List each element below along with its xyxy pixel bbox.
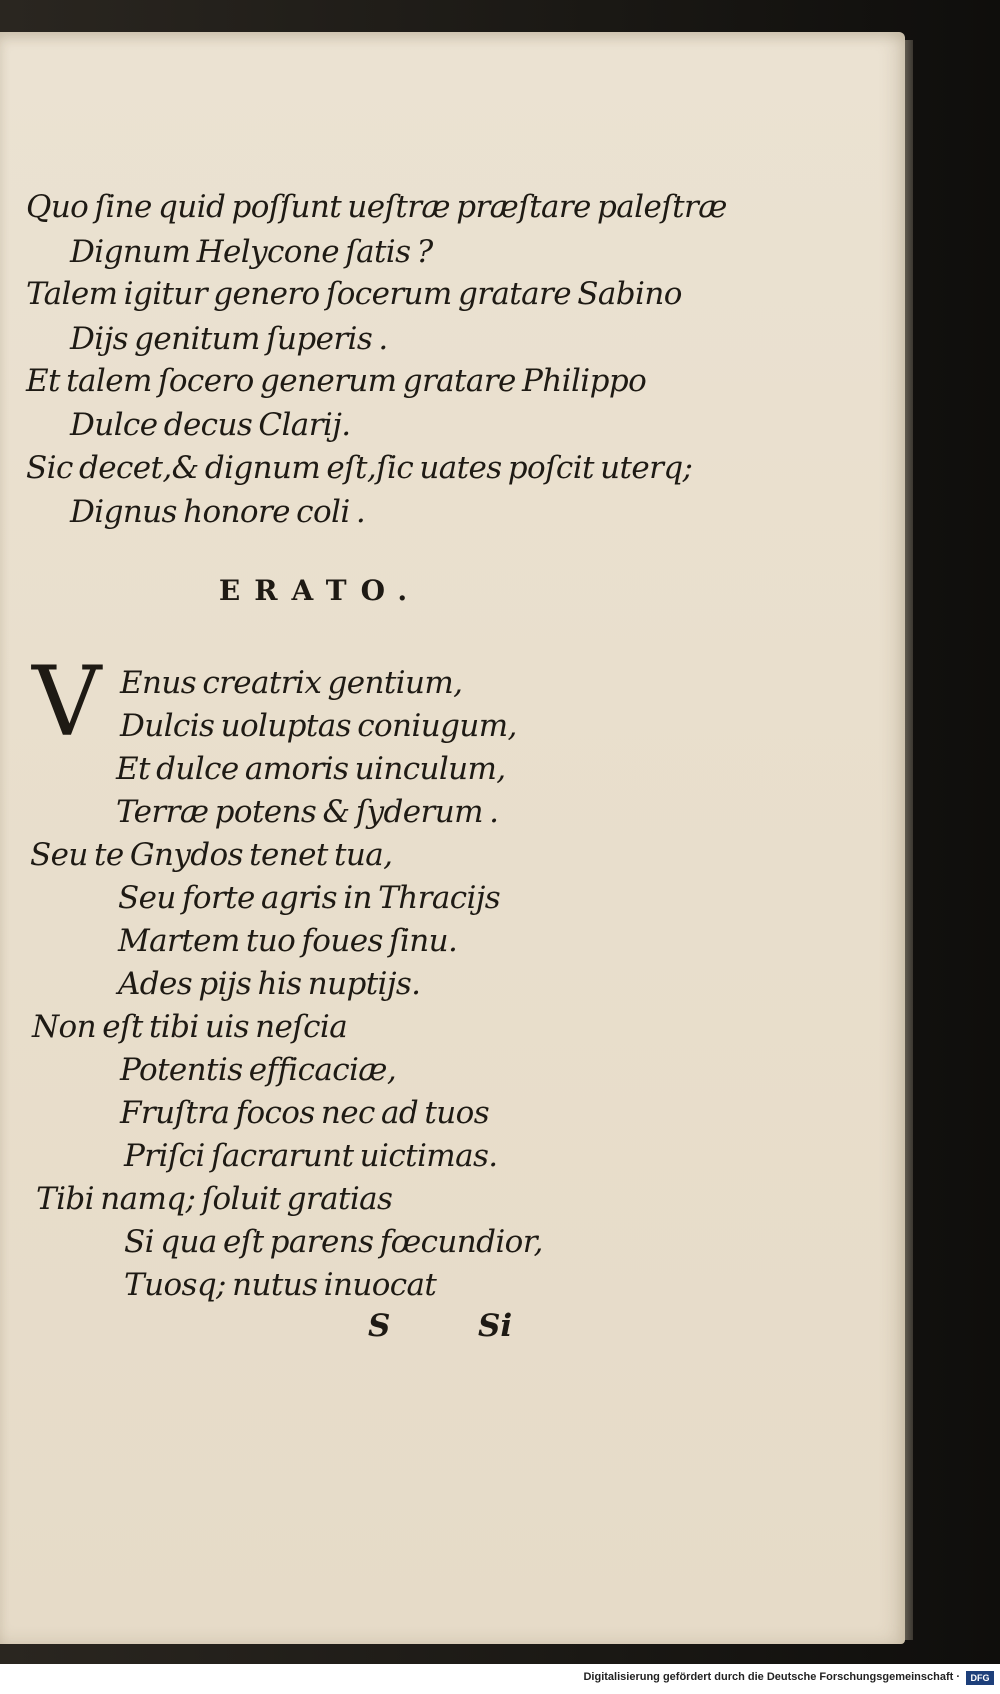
verse-line: Dijs genitum ſuperis . [70, 321, 388, 357]
poem-line: Potentis efficaciæ, [120, 1052, 397, 1088]
funding-credit: Digitalisierung gefördert durch die Deutsche Forschungsgemeinschaft · [583, 1671, 960, 1683]
dfg-logo: DFG [966, 1671, 994, 1685]
catchword: Si [478, 1308, 513, 1344]
verse-line: Dignum Helycone ſatis ? [70, 234, 433, 270]
poem-line: Priſci ſacrarunt uictimas. [124, 1138, 498, 1174]
section-heading: ERATO. [218, 574, 422, 607]
poem-line: Terræ potens & ſyderum . [116, 794, 499, 830]
poem-line: Ades pijs his nuptijs. [118, 966, 421, 1002]
page-edge [905, 40, 913, 1640]
verse-line: Dignus honore coli . [70, 494, 366, 530]
verse-line: Quo ſine quid poſſunt ueſtræ præſtare paleſtræ [26, 189, 727, 225]
verse-line: Sic decet,& dignum eſt,ſic uates poſcit uterq; [26, 450, 693, 486]
poem-line: Martem tuo foues ſinu. [118, 923, 458, 959]
poem-line: Dulcis uoluptas coniugum, [120, 708, 517, 744]
poem-line: Enus creatrix gentium, [120, 665, 463, 701]
poem-line: Tibi namq; ſoluit gratias [36, 1181, 393, 1217]
signature-mark: S [368, 1308, 391, 1344]
digitization-credit-bar [0, 1664, 1000, 1694]
drop-capital: V [32, 646, 102, 758]
poem-line: Seu te Gnydos tenet tua, [30, 837, 393, 873]
poem-line: Si qua eſt parens fœcundior, [124, 1224, 543, 1260]
verse-line: Et talem ſocero generum gratare Philippo [26, 363, 647, 399]
verse-line: Dulce decus Clarij. [70, 407, 351, 443]
poem-line: Non eſt tibi uis neſcia [32, 1009, 348, 1045]
poem-line: Fruſtra focos nec ad tuos [120, 1095, 490, 1131]
poem-line: Tuosq; nutus inuocat [124, 1267, 437, 1303]
poem-line: Seu forte agris in Thracijs [118, 880, 501, 916]
verse-line: Talem igitur genero ſocerum gratare Sabino [26, 276, 682, 312]
poem-line: Et dulce amoris uinculum, [116, 751, 506, 787]
